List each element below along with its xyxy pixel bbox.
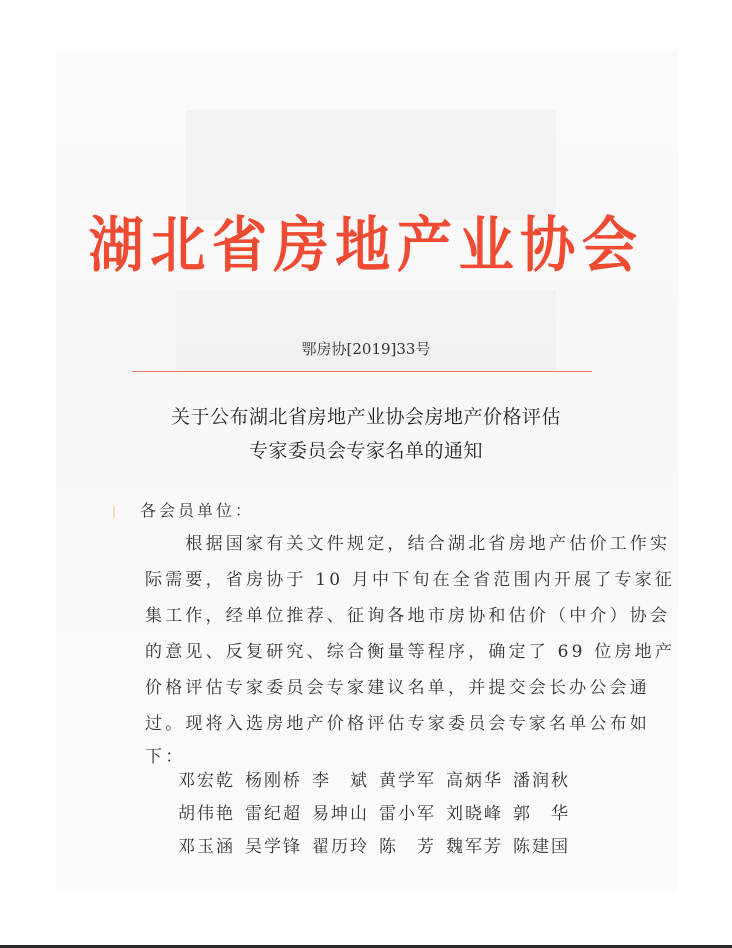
document-number: 鄂房协[2019]33号 [301,340,431,358]
body-paragraph-line: 际需要，省房协于 10 月中下旬在全省范围内开展了专家征 [145,570,676,590]
letterhead-title: 湖北省房地产业协会 [88,211,644,281]
expert-name: 邓玉涵 [178,837,235,857]
body-paragraph-line: 下： [145,747,186,767]
expert-name: 刘晓峰 [446,804,503,824]
expert-name: 郭 华 [513,804,570,824]
red-rule-divider [132,371,592,372]
expert-name: 翟历玲 [312,837,369,857]
expert-name: 高炳华 [446,771,503,791]
scan-mark [113,506,115,518]
expert-name: 杨刚桥 [245,771,302,791]
notice-title-line-1: 关于公布湖北省房地产业协会房地产价格评估 [170,406,561,428]
notice-title-line-2: 专家委员会专家名单的通知 [248,440,483,462]
expert-name: 潘润秋 [513,771,570,791]
expert-name: 李 斌 [312,771,369,791]
body-paragraph-line: 过。现将入选房地产价格评估专家委员会专家名单公布如 [145,714,650,734]
body-paragraph-line: 的意见、反复研究、综合衡量等程序，确定了 69 位房地产 [145,642,676,662]
expert-name: 陈 芳 [379,837,436,857]
body-paragraph-line: 根据国家有关文件规定，结合湖北省房地产估价工作实 [145,534,671,554]
bleed-through-shadow [186,110,556,220]
expert-name: 雷纪超 [245,804,302,824]
expert-names-row [178,832,580,857]
expert-names-row [178,799,580,824]
expert-name: 邓宏乾 [178,771,235,791]
body-paragraph-line: 集工作，经单位推荐、征询各地市房协和估价（中介）协会 [145,606,671,626]
expert-name: 胡伟艳 [178,804,235,824]
expert-name: 黄学军 [379,771,436,791]
body-paragraph-line: 价格评估专家委员会专家建议名单，并提交会长办公会通 [145,678,650,698]
expert-name: 雷小军 [379,804,436,824]
expert-name: 陈建国 [513,837,570,857]
salutation: 各会员单位： [140,501,255,520]
expert-name: 吴学锋 [245,837,302,857]
expert-name: 魏军芳 [446,837,503,857]
expert-names-row [178,766,580,791]
expert-name: 易坤山 [312,804,369,824]
